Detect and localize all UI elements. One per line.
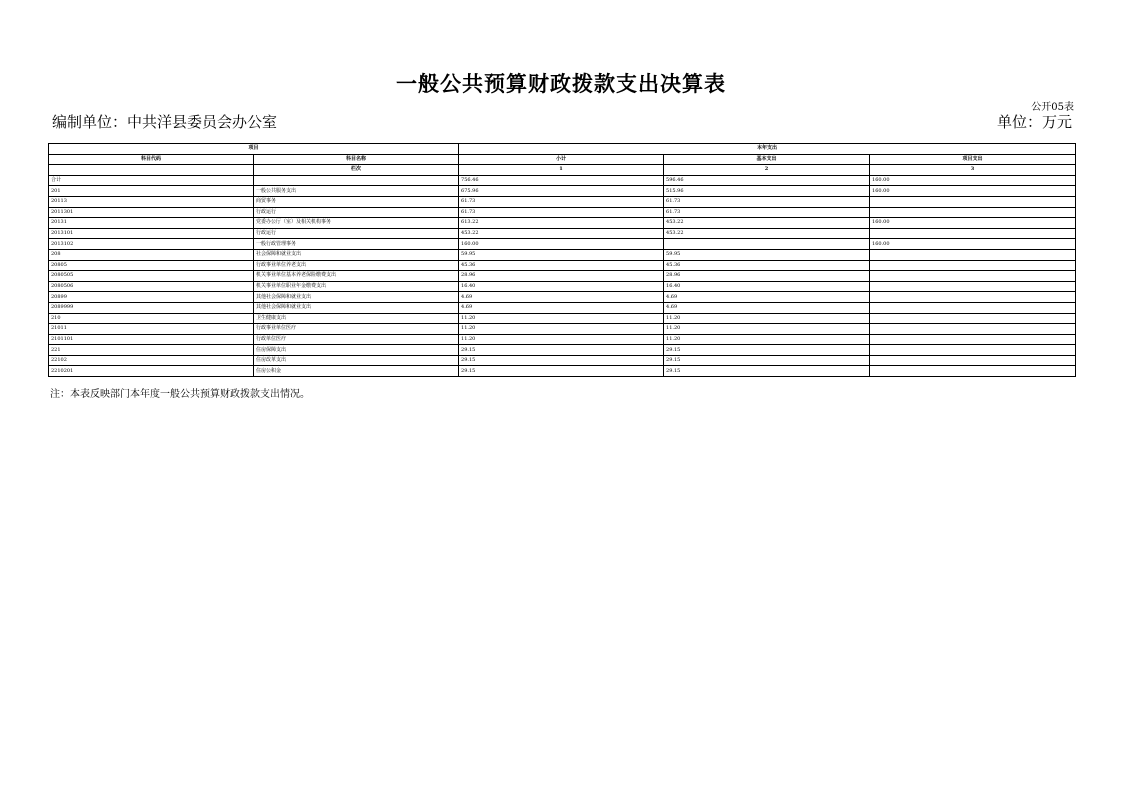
row-subtotal-cell: 453.22 <box>459 228 664 239</box>
row-project-cell <box>870 313 1076 324</box>
row-project-cell <box>870 302 1076 313</box>
header-row-label: 栏次 <box>254 165 459 176</box>
table-row <box>49 292 1076 303</box>
row-code-cell: 2210201 <box>49 366 254 377</box>
row-subtotal-cell: 28.96 <box>459 271 664 282</box>
table-body <box>49 175 1076 376</box>
row-basic-cell: 453.22 <box>664 228 870 239</box>
table-row <box>49 249 1076 260</box>
row-basic-cell: 29.15 <box>664 366 870 377</box>
row-name-cell: 卫生健康支出 <box>254 313 459 324</box>
row-project-cell <box>870 292 1076 303</box>
table-row <box>49 196 1076 207</box>
table-row <box>49 186 1076 197</box>
header-row-2 <box>49 154 1076 165</box>
row-project-cell <box>870 345 1076 356</box>
row-basic-cell: 596.46 <box>664 175 870 186</box>
row-subtotal-cell: 16.40 <box>459 281 664 292</box>
table-row <box>49 207 1076 218</box>
page-title: 一般公共预算财政拨款支出决算表 <box>396 71 726 96</box>
table-row <box>49 345 1076 356</box>
row-subtotal-cell: 613.22 <box>459 218 664 229</box>
row-project-cell: 160.00 <box>870 218 1076 229</box>
row-subtotal-cell: 29.15 <box>459 345 664 356</box>
table-row <box>49 324 1076 335</box>
row-basic-cell: 11.20 <box>664 334 870 345</box>
header-subtotal: 小计 <box>459 154 664 165</box>
header-name: 科目名称 <box>254 154 459 165</box>
row-code-cell: 2013101 <box>49 228 254 239</box>
table-row <box>49 228 1076 239</box>
row-code-cell: 2013102 <box>49 239 254 250</box>
row-basic-cell: 59.95 <box>664 249 870 260</box>
row-code-cell: 20131 <box>49 218 254 229</box>
row-project-cell <box>870 281 1076 292</box>
header-blank <box>49 165 254 176</box>
row-name-cell: 一般公共服务支出 <box>254 186 459 197</box>
row-subtotal-cell: 29.15 <box>459 355 664 366</box>
table-row <box>49 271 1076 282</box>
form-number: 公开05表 <box>1031 102 1074 113</box>
row-subtotal-cell: 11.20 <box>459 324 664 335</box>
row-subtotal-cell: 160.00 <box>459 239 664 250</box>
row-basic-cell: 29.15 <box>664 355 870 366</box>
row-code-cell: 22102 <box>49 355 254 366</box>
row-project-cell <box>870 334 1076 345</box>
row-basic-cell: 4.69 <box>664 302 870 313</box>
row-basic-cell: 16.40 <box>664 281 870 292</box>
header-col-1: 1 <box>459 165 664 176</box>
row-project-cell: 160.00 <box>870 186 1076 197</box>
row-subtotal-cell: 29.15 <box>459 366 664 377</box>
row-subtotal-cell: 11.20 <box>459 334 664 345</box>
row-project-cell <box>870 249 1076 260</box>
header-project: 项目 <box>49 144 459 155</box>
row-code-cell: 2089999 <box>49 302 254 313</box>
row-subtotal-cell: 45.36 <box>459 260 664 271</box>
row-project-cell <box>870 355 1076 366</box>
row-basic-cell: 453.22 <box>664 218 870 229</box>
row-name-cell: 社会保障和就业支出 <box>254 249 459 260</box>
row-code-cell: 208 <box>49 249 254 260</box>
row-name-cell: 其他社会保障和就业支出 <box>254 302 459 313</box>
row-project-cell <box>870 260 1076 271</box>
row-name-cell: 机关事业单位基本养老保险缴费支出 <box>254 271 459 282</box>
table-row <box>49 175 1076 186</box>
table-row <box>49 334 1076 345</box>
row-basic-cell: 29.15 <box>664 345 870 356</box>
row-name-cell: 商贸事务 <box>254 196 459 207</box>
table-row <box>49 366 1076 377</box>
row-code-cell: 210 <box>49 313 254 324</box>
expenditure-table <box>48 143 1076 377</box>
row-code-cell: 20899 <box>49 292 254 303</box>
table-row <box>49 239 1076 250</box>
row-name-cell: 行政单位医疗 <box>254 334 459 345</box>
row-subtotal-cell: 4.69 <box>459 292 664 303</box>
row-name-cell: 行政运行 <box>254 228 459 239</box>
row-code-cell: 20805 <box>49 260 254 271</box>
row-project-cell <box>870 207 1076 218</box>
header-col-2: 2 <box>664 165 870 176</box>
row-basic-cell: 61.73 <box>664 207 870 218</box>
header-code: 科目代码 <box>49 154 254 165</box>
row-basic-cell: 4.69 <box>664 292 870 303</box>
row-subtotal-cell: 11.20 <box>459 313 664 324</box>
row-subtotal-cell: 675.96 <box>459 186 664 197</box>
row-code-cell: 20113 <box>49 196 254 207</box>
header-col-3: 3 <box>870 165 1076 176</box>
row-basic-cell: 11.20 <box>664 313 870 324</box>
row-name-cell: 行政事业单位养老支出 <box>254 260 459 271</box>
row-name-cell: 行政事业单位医疗 <box>254 324 459 335</box>
table-row <box>49 281 1076 292</box>
row-basic-cell: 28.96 <box>664 271 870 282</box>
header-row-3 <box>49 165 1076 176</box>
row-code-cell: 2080506 <box>49 281 254 292</box>
row-subtotal-cell: 4.69 <box>459 302 664 313</box>
row-name-cell: 机关事业单位职业年金缴费支出 <box>254 281 459 292</box>
row-code-cell: 2011301 <box>49 207 254 218</box>
row-basic-cell: 61.73 <box>664 196 870 207</box>
footnote: 注：本表反映部门本年度一般公共预算财政拨款支出情况。 <box>50 389 310 400</box>
row-code-cell: 21011 <box>49 324 254 335</box>
row-subtotal-cell: 61.73 <box>459 207 664 218</box>
header-basic: 基本支出 <box>664 154 870 165</box>
row-code-cell: 2080505 <box>49 271 254 282</box>
unit-label: 单位：万元 <box>996 113 1072 131</box>
header-row-1 <box>49 144 1076 155</box>
row-name-cell: 住房公积金 <box>254 366 459 377</box>
row-name-cell <box>254 175 459 186</box>
row-subtotal-cell: 59.95 <box>459 249 664 260</box>
row-subtotal-cell: 61.73 <box>459 196 664 207</box>
row-basic-cell <box>664 239 870 250</box>
row-project-cell <box>870 366 1076 377</box>
table-row <box>49 313 1076 324</box>
row-project-cell <box>870 228 1076 239</box>
row-project-cell: 160.00 <box>870 175 1076 186</box>
row-basic-cell: 515.96 <box>664 186 870 197</box>
row-subtotal-cell: 756.46 <box>459 175 664 186</box>
header-project-expenditure: 项目支出 <box>870 154 1076 165</box>
row-basic-cell: 11.20 <box>664 324 870 335</box>
row-name-cell: 一般行政管理事务 <box>254 239 459 250</box>
row-name-cell: 住房改革支出 <box>254 355 459 366</box>
row-code-cell: 201 <box>49 186 254 197</box>
row-project-cell <box>870 324 1076 335</box>
row-name-cell: 党委办公厅（室）及相关机构事务 <box>254 218 459 229</box>
organization-label: 编制单位：中共洋县委员会办公室 <box>52 113 278 131</box>
row-code-cell: 合计 <box>49 175 254 186</box>
row-code-cell: 2101101 <box>49 334 254 345</box>
header-current-year: 本年支出 <box>459 144 1076 155</box>
table-row <box>49 355 1076 366</box>
row-project-cell <box>870 196 1076 207</box>
row-name-cell: 住房保障支出 <box>254 345 459 356</box>
table-row <box>49 302 1076 313</box>
row-project-cell: 160.00 <box>870 239 1076 250</box>
row-name-cell: 其他社会保障和就业支出 <box>254 292 459 303</box>
table-row <box>49 260 1076 271</box>
row-basic-cell: 45.36 <box>664 260 870 271</box>
row-code-cell: 221 <box>49 345 254 356</box>
table-row <box>49 218 1076 229</box>
row-project-cell <box>870 271 1076 282</box>
row-name-cell: 行政运行 <box>254 207 459 218</box>
